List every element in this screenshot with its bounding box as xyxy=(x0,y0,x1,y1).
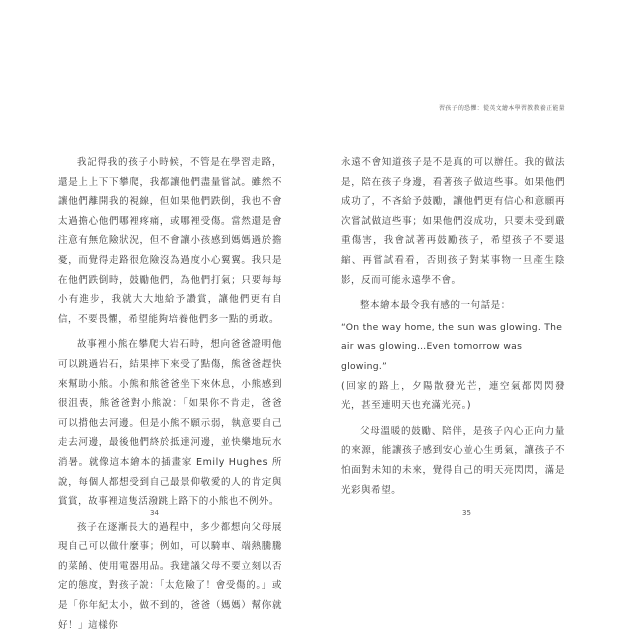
left-paragraph-2: 故事裡小熊在攀爬大岩石時，想向爸爸證明他可以跳過岩石，結果摔下來受了點傷，熊爸爸趕快來幫助小熊。小熊和熊爸爸坐下來休息，小熊感到很沮喪，熊爸爸對小熊說：「如果你不肯走，爸爸可以揹他去河邊。但是小熊不願示弱，執意要自己走去河邊，最後他們終於抵達河邊，並快樂地玩水消暑。就像這本繪本的插畫家 Emily Hughes 所說，每個人都想受到自己最景仰敬愛的人的肯定與賞賞，故事裡這隻活潑跳上路下的小熊也不例外。 xyxy=(58,339,282,508)
quote-translation: (回家的路上，夕陽散發光芒，連空氣都閃閃發光，甚至連明天也充滿光亮。) xyxy=(341,380,565,412)
left-text-column xyxy=(58,153,282,635)
english-quote: “On the way home, the sun was glowing. The air was glowing…Even tomorrow was glowing.” xyxy=(341,321,563,372)
left-page-number: 34 xyxy=(150,509,159,517)
right-paragraph-1: 永遠不會知道孩子是不是真的可以辦任。我的做法是，陪在孩子身邊，看著孩子做這些事。如果他們成功了，不吝給予鼓勵，讓他們更有信心和意願再次嘗試做這些事；如果他們沒成功，只要未受到嚴重傷害，我會試著再鼓勵孩子，希望孩子不要退縮、再嘗試看看，否則孩子對某事物一旦產生陰影，反而可能永遠學不會。 xyxy=(341,157,565,286)
right-text-column xyxy=(341,153,565,500)
left-paragraph-3: 孩子在逐漸長大的過程中，多少都想向父母展現自己可以做什麼事；例如，可以騎車、端熱騰騰的菜餚、使用電器用品。我建議父母不要立刻以否定的態度，對孩子說：「太危險了！會受傷的。」或是「你年紀太小，做不到的，爸爸（媽媽）幫你就好！」這樣你 xyxy=(58,521,282,631)
left-paragraph-1: 我記得我的孩子小時候，不管是在學習走路，還是上上下下攀爬，我都讓他們盡量嘗試。雖然不讓他們離開我的視線，但如果他們跌倒，我也不會太過擔心他們哪裡疼痛，或哪裡受傷。當然還是會注意有無危險狀況，但不會讓小孩感到媽媽過於擔憂，而覺得走路很危險沒為過度小心翼翼。我只是在他們跌倒時，鼓勵他們，為他們打氣；只要每每小有進步，我就大大地給予讚賞，讓他們更有自信，不要畏懼，希望能夠培養他們多一點的勇敢。 xyxy=(58,157,282,325)
right-page-number: 35 xyxy=(462,509,471,517)
running-header: 習孩子的恐懼：從英文繪本學習教教養正能量 xyxy=(438,105,565,112)
left-page xyxy=(0,0,310,631)
right-page xyxy=(310,0,620,620)
right-paragraph-2: 整本繪本最令我有感的一句話是： xyxy=(360,300,511,312)
right-paragraph-3: 父母溫暖的鼓勵、陪伴，是孩子內心正向力量的來源，能讓孩子感到安心並心生勇氣，讓孩子不怕面對未知的未來，覺得自己的明天亮閃閃，滿是光彩與希望。 xyxy=(341,425,565,496)
